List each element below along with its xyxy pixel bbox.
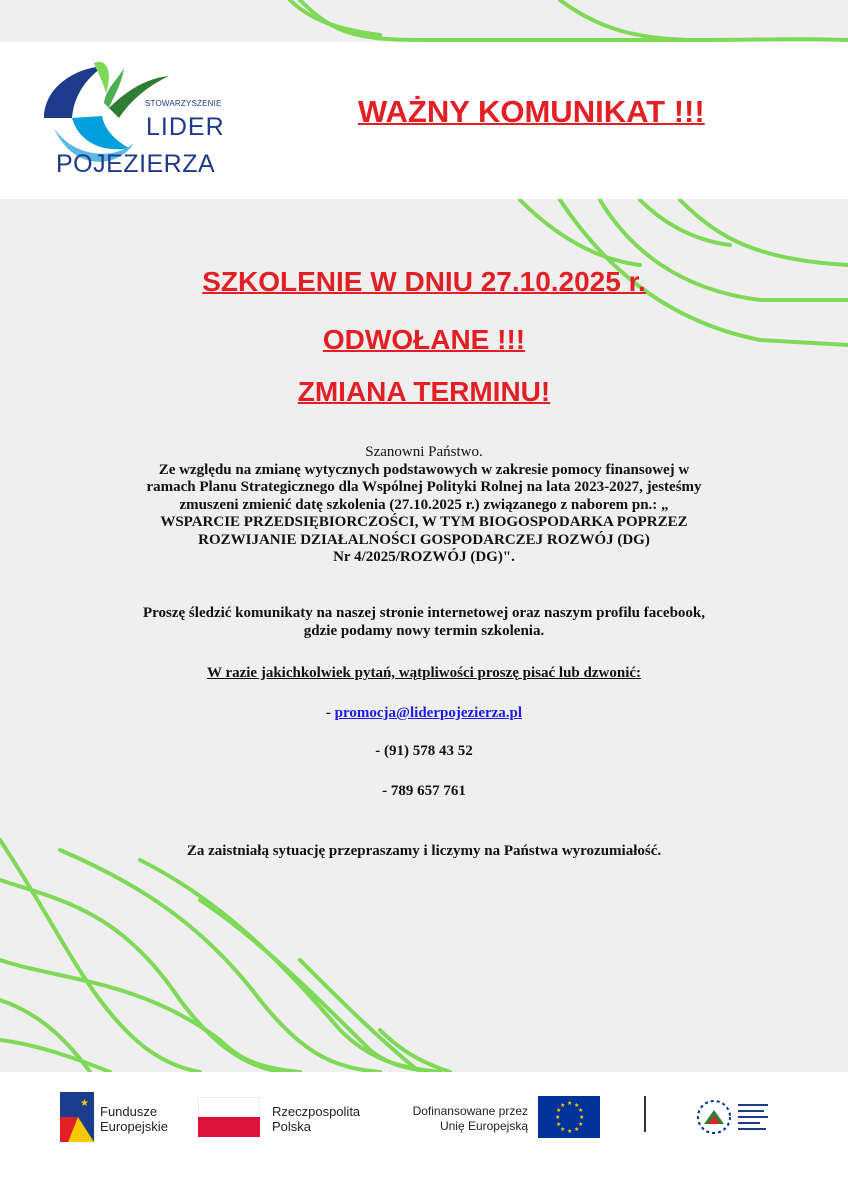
eu-cofinanced-label bbox=[406, 1104, 528, 1134]
pl-line1: Rzeczpospolita bbox=[272, 1104, 361, 1119]
paragraph2-line: Proszę śledzić komunikaty na naszej stronie internetowej oraz naszym profilu facebook, bbox=[142, 605, 706, 621]
svg-text:★: ★ bbox=[579, 1114, 585, 1121]
logo-name-line2: POJEZIERZA bbox=[56, 150, 216, 178]
paragraph1-line: ramach Planu Strategicznego dla Wspólnej Polityki Rolnej na lata 2023-2027, jesteśmy bbox=[146, 479, 702, 495]
fundusze-europejskie-icon bbox=[60, 1092, 94, 1142]
paragraph2-line: gdzie podamy nowy termin szkolenia. bbox=[303, 622, 545, 639]
paragraph1-line: Nr 4/2025/ROZWÓJ (DG)". bbox=[333, 549, 515, 565]
closing-text: Za zaistniałą sytuację przepraszamy i liczymy na Państwa wyrozumiałość. bbox=[186, 843, 662, 859]
salutation: Szanowni Państwo. bbox=[365, 444, 483, 460]
paragraph1-line: ROZWIJANIE DZIAŁALNOŚCI GOSPODARCZEJ ROZWÓJ (DG) bbox=[198, 531, 650, 548]
logo-small-text: STOWARZYSZENIE bbox=[145, 99, 222, 108]
body-paragraph-1 bbox=[0, 444, 848, 567]
svg-text:★: ★ bbox=[567, 1100, 573, 1107]
svg-text:★: ★ bbox=[578, 1121, 584, 1128]
fundusze-europejskie-label bbox=[100, 1104, 168, 1134]
svg-text:★: ★ bbox=[567, 1128, 573, 1135]
eu-flag-icon bbox=[538, 1096, 600, 1138]
headline-date: SZKOLENIE W DNIU 27.10.2025 r. bbox=[202, 266, 646, 297]
polish-flag-icon bbox=[198, 1097, 260, 1137]
ue-line2: Unię Europejską bbox=[439, 1119, 528, 1133]
body-paragraph-2 bbox=[0, 605, 848, 640]
email-link[interactable]: promocja@liderpojezierza.pl bbox=[334, 705, 523, 721]
paragraph1-line: zmuszeni zmienić datę szkolenia (27.10.2025 r.) związanego z naborem pn.: „ bbox=[179, 496, 669, 513]
contact-email-row bbox=[0, 705, 848, 723]
paragraph1-line: WSPARCIE PRZEDSIĘBIORCZOŚCI, W TYM BIOGOSPODARKA POPRZEZ bbox=[160, 514, 688, 530]
email-prefix: - bbox=[325, 705, 335, 721]
svg-text:★: ★ bbox=[555, 1114, 561, 1121]
svg-text:★: ★ bbox=[556, 1121, 562, 1128]
rzeczpospolita-polska-label bbox=[272, 1104, 360, 1134]
svg-text:★: ★ bbox=[556, 1107, 562, 1114]
fe-line2: Europejskie bbox=[100, 1119, 168, 1134]
logo-name-line1: LIDER bbox=[146, 113, 225, 141]
svg-text:★: ★ bbox=[560, 1126, 566, 1133]
contact-intro bbox=[0, 665, 848, 683]
footer-divider bbox=[644, 1096, 646, 1132]
svg-text:★: ★ bbox=[578, 1107, 584, 1114]
contact-phone-1: - (91) 578 43 52 bbox=[375, 743, 473, 759]
paragraph1-line: Ze względu na zmianę wytycznych podstawowych w zakresie pomocy finansowej w bbox=[158, 461, 690, 478]
headline-cancelled: ODWOŁANE !!! bbox=[322, 324, 526, 355]
svg-text:★: ★ bbox=[80, 1098, 89, 1109]
page-title: WAŻNY KOMUNIKAT !!! bbox=[358, 94, 705, 129]
ue-line1: Dofinansowane przez bbox=[412, 1104, 528, 1118]
svg-text:★: ★ bbox=[574, 1126, 580, 1133]
contact-phone-2: - 789 657 761 bbox=[382, 783, 466, 799]
contact-intro-text: W razie jakichkolwiek pytań, wątpliwości proszę pisać lub dzwonić: bbox=[206, 665, 642, 681]
pl-line2: Polska bbox=[272, 1119, 312, 1134]
svg-text:★: ★ bbox=[574, 1102, 580, 1109]
headline-reschedule: ZMIANA TERMINU! bbox=[297, 376, 551, 407]
fe-line1: Fundusze bbox=[100, 1104, 158, 1119]
rural-development-logo-icon bbox=[694, 1096, 784, 1138]
svg-text:★: ★ bbox=[560, 1102, 566, 1109]
